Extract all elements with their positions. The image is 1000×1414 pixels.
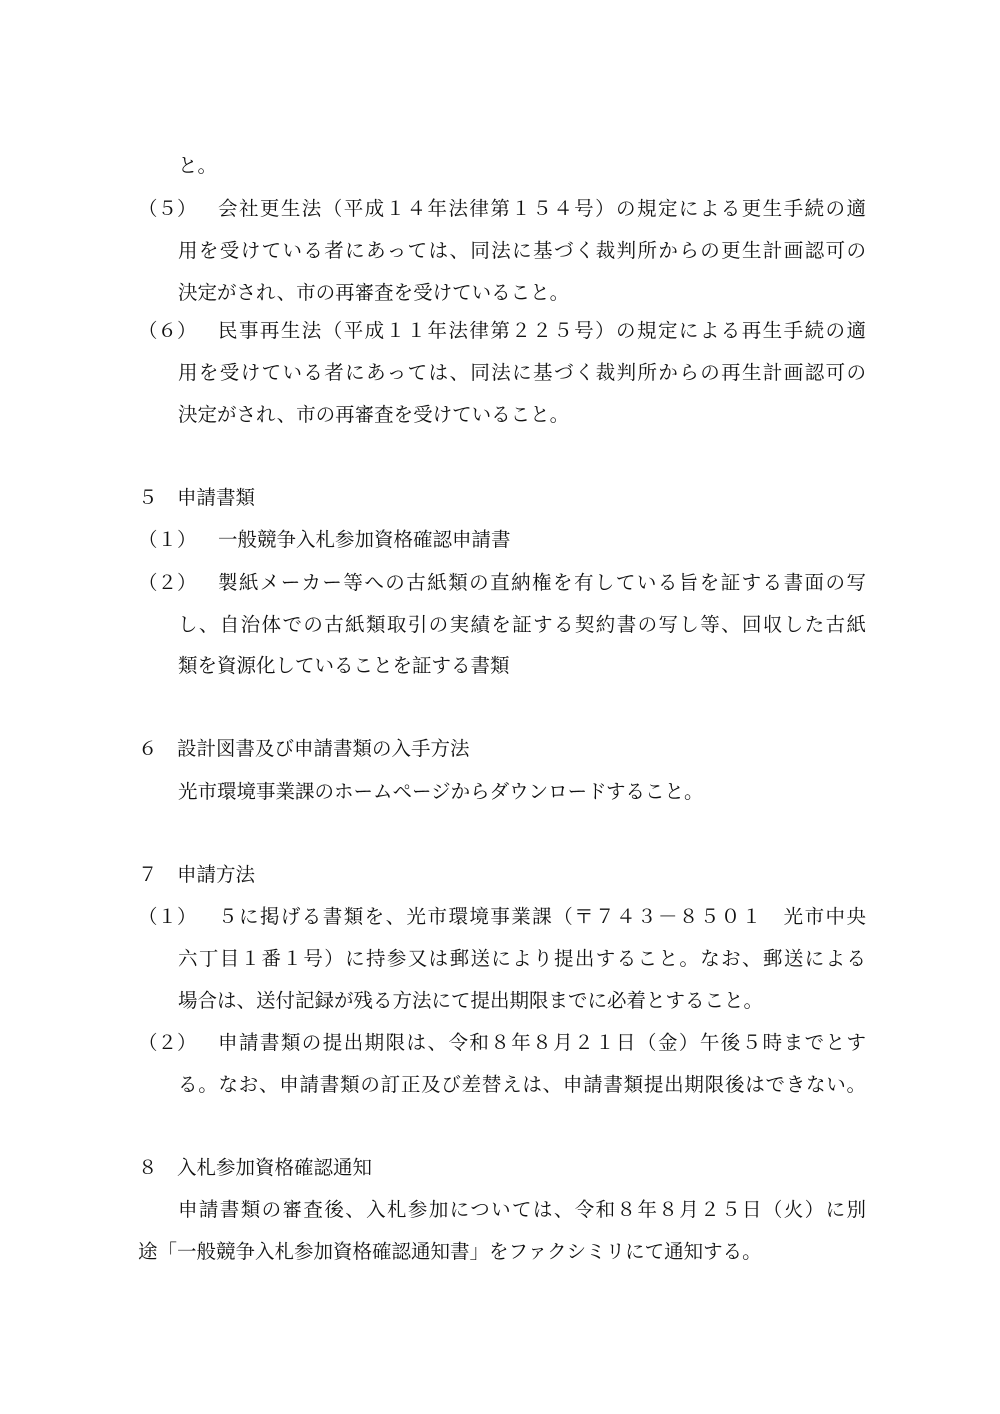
- section-5-heading: ５ 申請書類: [138, 486, 256, 509]
- section-8-line-1: 申請書類の審査後、入札参加については、令和８年８月２５日（火）に別: [178, 1198, 866, 1221]
- section-7-item-1-line-1: ５に掲げる書類を、光市環境事業課（〒７４３－８５０１ 光市中央: [218, 905, 866, 928]
- section-8-heading: ８ 入札参加資格確認通知: [138, 1156, 373, 1179]
- item-6-label: （６）: [138, 319, 197, 342]
- item-5-label: （５）: [138, 197, 197, 220]
- item-6-line-1: 民事再生法（平成１１年法律第２２５号）の規定による再生手続の適: [218, 319, 866, 342]
- section-7-item-1-label: （１）: [138, 905, 197, 928]
- section-7-item-1-line-2: 六丁目１番１号）に持参又は郵送により提出すること。なお、郵送による: [178, 947, 866, 970]
- section-7-heading: ７ 申請方法: [138, 863, 256, 886]
- section-5-item-2-line-2: し、自治体での古紙類取引の実績を証する契約書の写し等、回収した古紙: [178, 613, 866, 636]
- item-6-line-2: 用を受けている者にあっては、同法に基づく裁判所からの再生計画認可の: [178, 361, 866, 384]
- section-5-item-1-text: 一般競争入札参加資格確認申請書: [218, 528, 511, 551]
- section-7-item-2-label: （２）: [138, 1031, 197, 1054]
- section-5-item-2-label: （２）: [138, 571, 197, 594]
- item-5-line-1: 会社更生法（平成１４年法律第１５４号）の規定による更生手続の適: [218, 197, 866, 220]
- continuation-text: と。: [178, 154, 218, 177]
- section-8-line-2: 途「一般競争入札参加資格確認通知書」をファクシミリにて通知する。: [138, 1240, 762, 1263]
- item-5-line-2: 用を受けている者にあっては、同法に基づく裁判所からの更生計画認可の: [178, 239, 866, 262]
- section-5-item-2-line-1: 製紙メーカー等への古紙類の直納権を有している旨を証する書面の写: [218, 571, 866, 594]
- item-5-line-3: 決定がされ、市の再審査を受けていること。: [178, 281, 570, 304]
- item-6-line-3: 決定がされ、市の再審査を受けていること。: [178, 403, 570, 426]
- section-7-item-1-line-3: 場合は、送付記録が残る方法にて提出期限までに必着とすること。: [178, 989, 764, 1012]
- section-5-item-2-line-3: 類を資源化していることを証する書類: [178, 654, 510, 677]
- section-7-item-2-line-2: る。なお、申請書類の訂正及び差替えは、申請書類提出期限後はできない。: [178, 1073, 866, 1096]
- section-6-body: 光市環境事業課のホームページからダウンロードすること。: [178, 780, 704, 803]
- section-6-heading: ６ 設計図書及び申請書類の入手方法: [138, 737, 470, 760]
- section-7-item-2-line-1: 申請書類の提出期限は、令和８年８月２１日（金）午後５時までとす: [218, 1031, 866, 1054]
- section-5-item-1-label: （１）: [138, 528, 197, 551]
